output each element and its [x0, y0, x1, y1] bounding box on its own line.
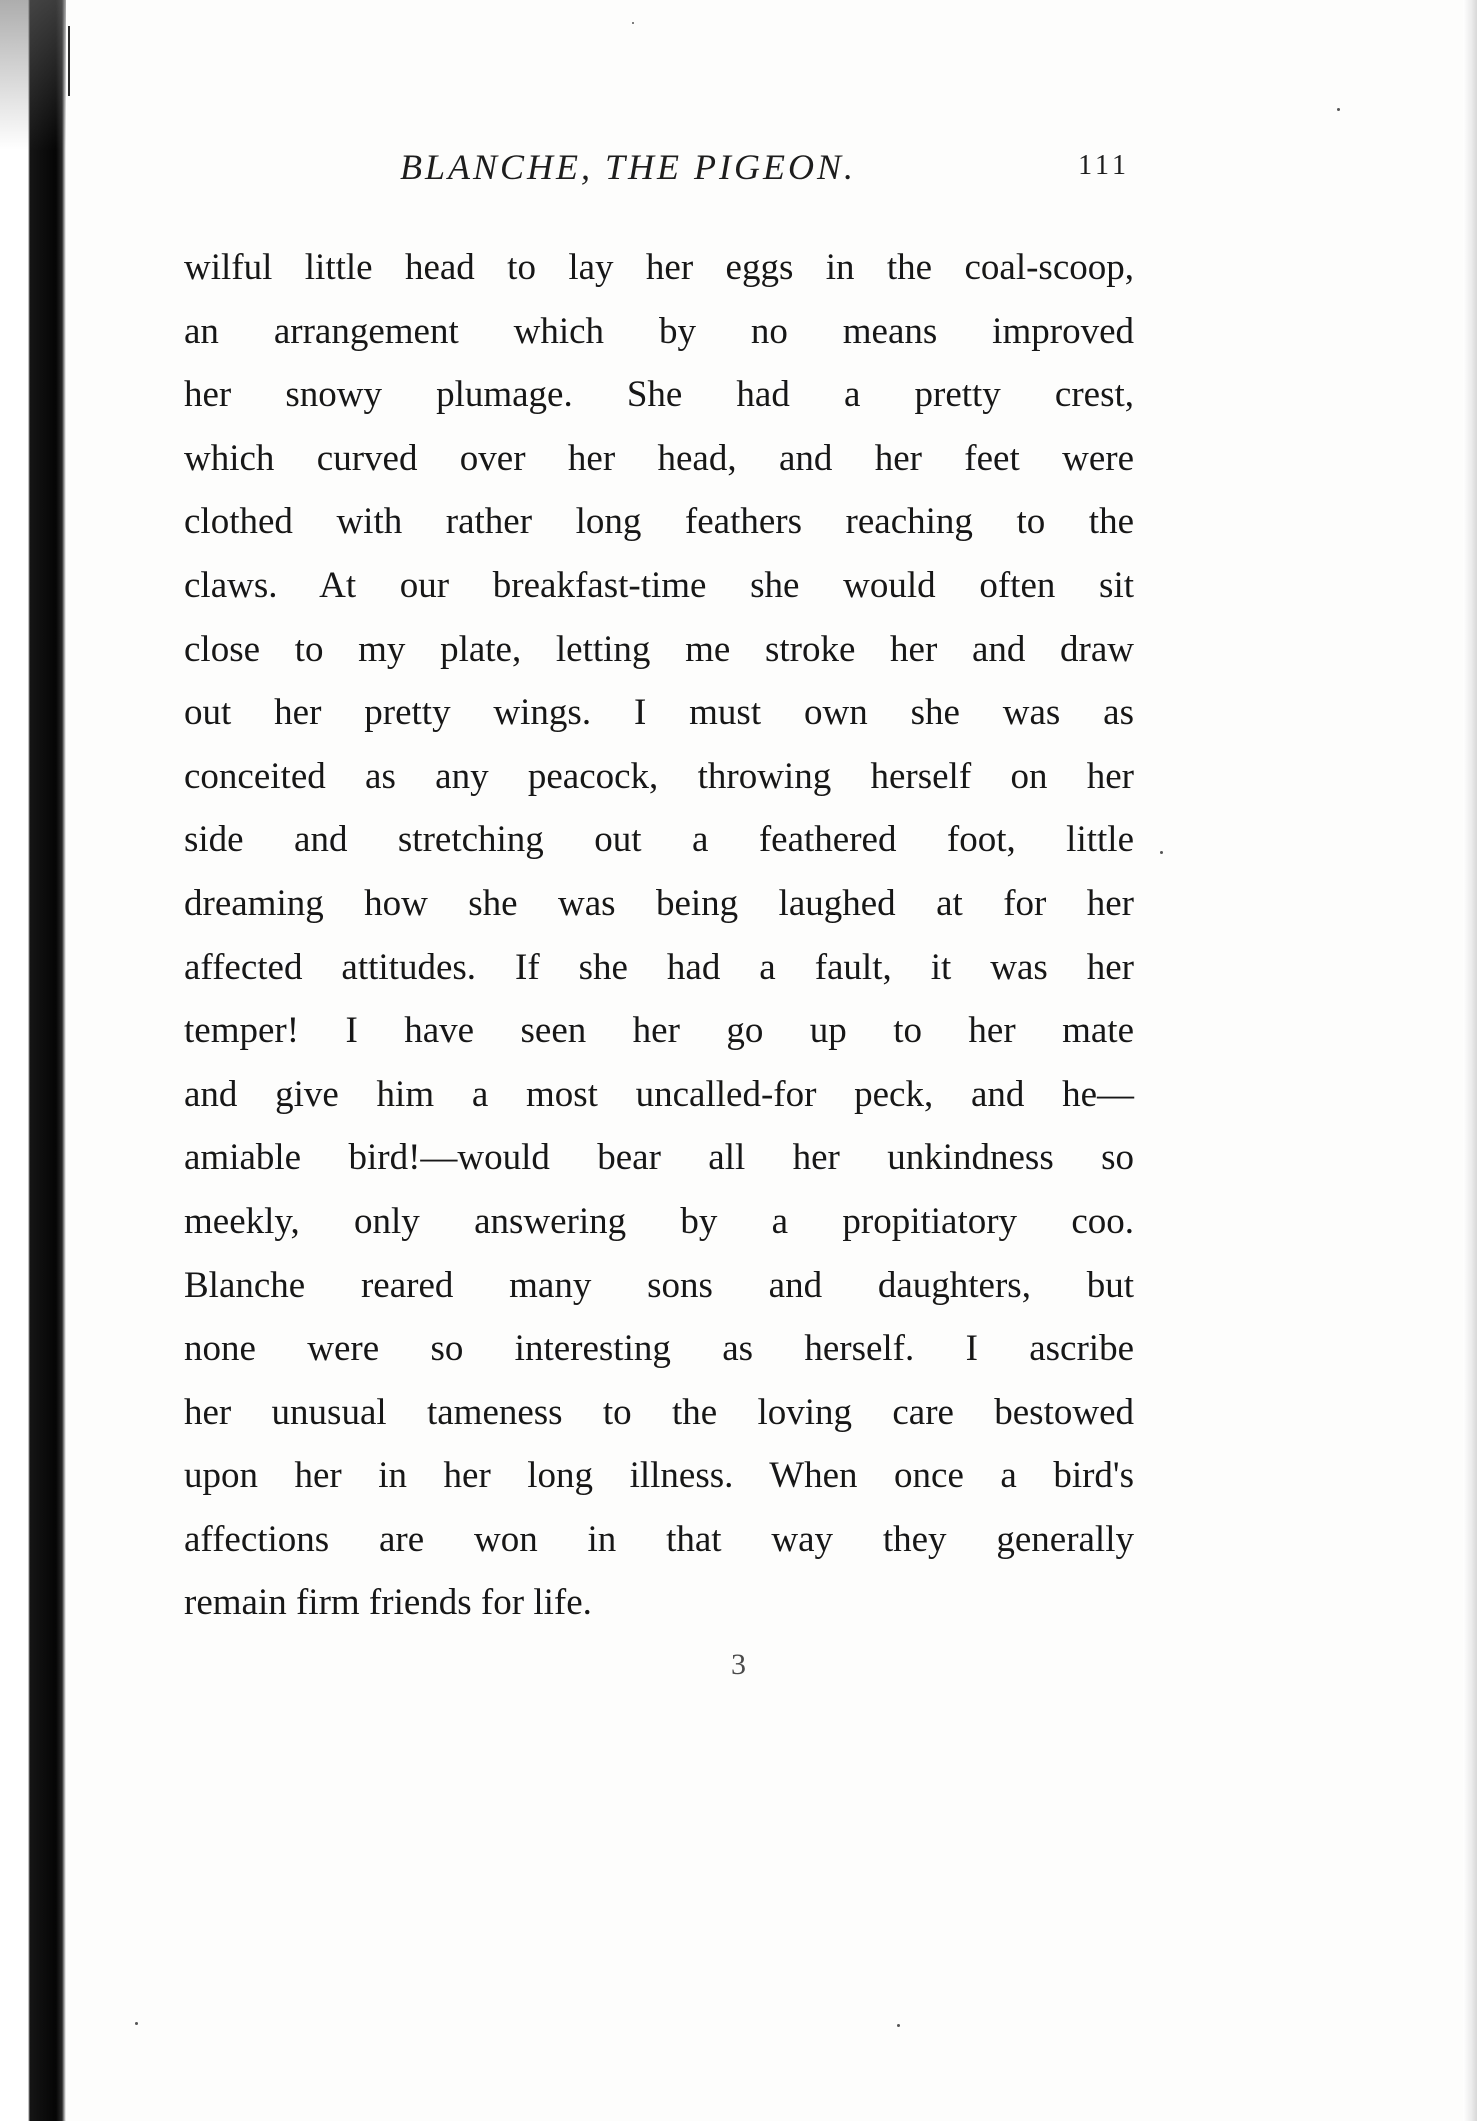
text-line: an arrangement which by no means improved	[184, 310, 1134, 352]
paper-speck	[135, 2022, 138, 2025]
text-line: affected attitudes. If she had a fault, it was her	[184, 946, 1134, 988]
text-line: temper! I have seen her go up to her mate	[184, 1010, 1134, 1052]
paper-speck	[1337, 108, 1340, 111]
text-line: dreaming how she was being laughed at for her	[184, 882, 1134, 924]
binding-shadow	[0, 0, 66, 150]
text-line: wilful little head to lay her eggs in the coal-scoop,	[184, 247, 1134, 288]
paper-speck	[897, 2024, 900, 2027]
text-line: and give him a most uncalled-for peck, and he—	[184, 1073, 1134, 1115]
body-text	[184, 236, 1134, 1635]
text-line: her snowy plumage. She had a pretty crest,	[184, 374, 1134, 416]
text-line: which curved over her head, and her feet were	[184, 437, 1134, 479]
text-line-last: remain firm friends for life.	[184, 1582, 592, 1624]
paper-speck	[1160, 851, 1163, 854]
paper-speck	[632, 22, 634, 24]
text-line: close to my plate, letting me stroke her and draw	[184, 628, 1134, 670]
text-line: affections are won in that way they generally	[184, 1518, 1134, 1560]
text-line: out her pretty wings. I must own she was as	[184, 692, 1134, 734]
text-line: conceited as any peacock, throwing herself on her	[184, 755, 1134, 797]
printer-signature: 3	[731, 1648, 746, 1681]
text-line: none were so interesting as herself. I ascribe	[184, 1328, 1134, 1370]
text-line: her unusual tameness to the loving care bestowed	[184, 1391, 1134, 1433]
margin-mark	[68, 26, 70, 96]
page-number: 111	[1078, 150, 1130, 181]
running-head: BLANCHE, THE PIGEON.	[400, 147, 856, 187]
text-line: side and stretching out a feathered foot, little	[184, 819, 1134, 861]
page-right-edge	[1463, 0, 1477, 2121]
text-line: meekly, only answering by a propitiatory coo.	[184, 1200, 1134, 1242]
page-header	[185, 146, 1130, 196]
page-binding-edge	[0, 0, 66, 2121]
text-line: Blanche reared many sons and daughters, but	[184, 1264, 1134, 1306]
text-line: amiable bird!—would bear all her unkindness so	[184, 1137, 1134, 1179]
text-line: claws. At our breakfast-time she would often sit	[184, 564, 1134, 606]
text-line: upon her in her long illness. When once a bird's	[184, 1455, 1134, 1497]
text-line: clothed with rather long feathers reaching to the	[184, 501, 1134, 543]
